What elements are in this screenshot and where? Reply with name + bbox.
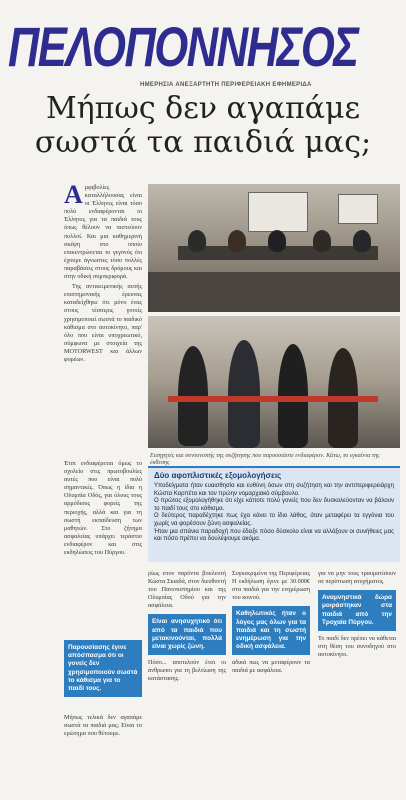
- column-text: Πόσο... αποτελούν έτσι οι άνθρωποι για τη βελτίωση της κατάστασης.: [148, 659, 226, 683]
- info-box-text-1: Υποδείγματα ήταν ευαισθησία και ευθύνη όσων στη συζήτηση και την αντιπεριφερειάρχη Κώστα Καρπέτα και τον πρώην νομαρχιακό σύμβουλο.: [154, 483, 394, 497]
- panelist: [353, 230, 371, 252]
- body-column-3: [318, 570, 396, 659]
- column-text: ρίως στον παρόντα βουλευτή Κώστα Σκιαδά, στον διευθυντή του Πανεπιστημίου και της Ολυμπίας Οδού για την ασφάλεια.: [148, 570, 226, 610]
- audience: [148, 272, 400, 312]
- body-column-1: [148, 570, 226, 684]
- info-box-title: Δύο αφοπλιστικές εξομολογήσεις: [154, 471, 282, 480]
- photo-caption: Εισηγητές και συντονιστής της συζήτησης που παρουσιάστε ενδιαφέρον. Κάτω, το εγκαίνια της έκθεσης: [150, 452, 380, 466]
- ceremony-ribbon: [168, 396, 378, 402]
- panelist: [313, 230, 331, 252]
- column-text: Το παιδί δεν πρέπει να κάθεται στη θέση του συνοδηγού στο αυτοκίνητο.: [318, 635, 396, 659]
- lead-paragraph-1: [64, 180, 142, 281]
- headline-line-1: Μήπως δεν αγαπάμε: [45, 91, 361, 126]
- column-text: αδικά πως να μεταφέρουν τα παιδιά με ασφάλεια.: [232, 659, 310, 675]
- info-box-body: [154, 483, 394, 544]
- projection-screen: [248, 192, 308, 232]
- column-inset: Είναι ανησυχητικό ότι από τα παιδιά που μετακινούνται, πολλά είναι χωρίς ζώνη.: [148, 614, 226, 655]
- column-inset: Καθηλωτικός ήταν ο λόγος μας όλων για τα παιδιά και τη σωστή ενημέρωση για την οδική ασφάλεια.: [232, 606, 310, 655]
- column-text: Συγκεκριμένα της Περιφέρειας Η εκδήλωση έγινε με 30.000€ στα παιδιά για την ενημέρωση του κοινού.: [232, 570, 310, 602]
- article-headline: [0, 92, 406, 160]
- info-box-text-4: Ήταν μια σπάνια παραδοχή που έδειξε πόσο δύσκολο είναι να αλλάξουν οι συνήθειες μας και πόσο πρέπει να δουλέψουμε ακόμα.: [154, 528, 394, 543]
- lead-column: [64, 180, 143, 364]
- panelist: [268, 230, 286, 252]
- lead-paragraph-2: Της αντικειμενικής αυτής επιστημονικής έρευνας καταδείχθηκε ότι μόνο ένας στους τέσσερις γονείς χρησιμοποιεί σωστά το παιδικό κάθισμα στο αυτοκίνητο, παρ' όλο που είναι υποχρεωτικό, σύμφωνα με στοιχεία της MOTORWEST και άλλων φορέων.: [64, 283, 143, 363]
- lead-text-1: μφιβολίες καταλλήλουσας είναι οι Έλληνες είναι τόσο πολύ ενδιαφέρονται οι Έλληνες για τα παιδιά τους όπως θέλουν να πιστεύουν πολλοί. Και μια καθημερινή σκέψη στο οποίο επικεντρώνεται το γεγονός ότι έχουμε άγνωστες τόσο πολλές παραβάσεις στους δρόμους και στην οδική συμπεριφορά.: [64, 184, 142, 281]
- banner-screen: [338, 194, 378, 224]
- photo-ribbon-cutting: [148, 316, 400, 448]
- lead-column-3: Μήπως τελικά δεν αγαπάμε σωστά τα παιδιά μας; Είναι το ερώτημα που θέτουμε.: [64, 714, 142, 738]
- photo-panel-discussion: [148, 184, 400, 312]
- headline-line-2: σωστά τα παιδιά μας;: [34, 125, 372, 160]
- official: [228, 340, 260, 448]
- masthead-title: ΠΕΛΟΠΟΝΝΗΣΟΣ: [8, 15, 358, 78]
- info-box: [148, 466, 400, 562]
- panelist: [188, 230, 206, 252]
- panelist: [228, 230, 246, 252]
- pull-quote: Παρουσίασης έγινε απόσπασμα ότι οι γονείς δεν χρησιμοποιούν σωστά το κάθισμα για το παιδί τους.: [64, 640, 142, 697]
- lead-column-2: Έτσι ενδιαφέρεται όμως το σχολείο στις πρωτοβουλίες αυτές που είναι πολύ σημαντικές. Όπως η ίδια η Ολυμπία Οδός, για όλους τους αρμόδιους φορείς της περιοχής, αλλά και για τη σωστή εκπαίδευση των μαθητών. Στο ζήτημα ασφαλείας υπάρχει τεράστιο ενδιαφέρον και στις εκδηλώσεις του Πύργου.: [64, 460, 142, 557]
- info-box-text-2: Ο πρώτος εξομολογήθηκε ότι είχε κάποτε πολύ γονείς που δεν δυσκολεύονταν να βάλουν το παιδί τους στο κάθισμα.: [154, 498, 394, 512]
- info-box-text-3: Ο δεύτερος παραδέχτηκε πως έχει κάνει το ίδιο λάθος, όταν μεταφέρει τα εγγόνια του χωρίς να φορέσουν ζώνη ασφαλείας.: [154, 513, 394, 527]
- masthead-tagline: ΗΜΕΡΗΣΙΑ ΑΝΕΞΑΡΤΗΤΗ ΠΕΡΙΦΕΡΕΙΑΚΗ ΕΦΗΜΕΡΙΔΑ: [140, 82, 312, 88]
- column-text: για να μην τους τραυματίσουν σε περίπτωση ατυχήματος.: [318, 570, 396, 586]
- body-column-2: [232, 570, 310, 676]
- drop-cap: Α: [64, 180, 83, 209]
- column-inset: Αναμνηστικά δώρα μοιράστηκαν στα παιδιά από την Τροχαία Πύργου.: [318, 590, 396, 631]
